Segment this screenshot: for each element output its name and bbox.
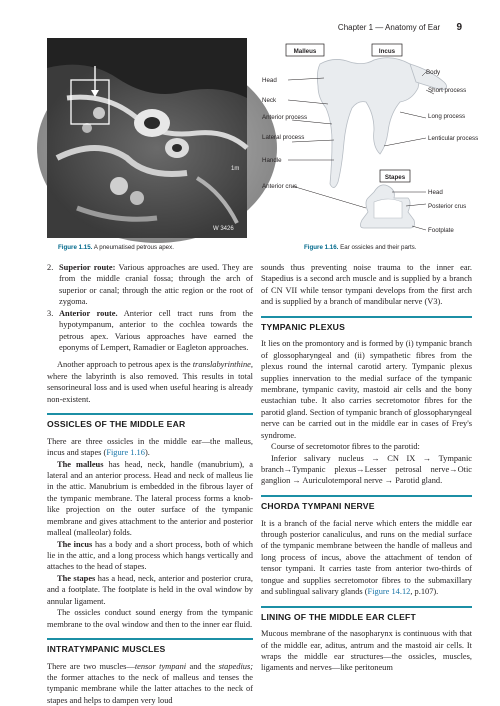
left-column xyxy=(47,262,253,706)
label-footplate: Footplate xyxy=(428,227,454,234)
paragraph: Inferior salivary nucleus → CN IX → Tympanic branch→Tympanic plexus→Lesser petrosal nerve→Otic ganglion → Auriculotemporal nerve → Parotid gland. xyxy=(261,453,472,486)
paragraph: The malleus has head, neck, handle (manubrium), a lateral and an anterior process. Head and neck of malleus lie in the attic. Manubrium is embedded in the fibrous layer of the tympanic membrane. The lateral process forms a knob-like projection on the outer surface of the tympanic membrane and gives attachment to the anterior and posterior malleal (malleolar) folds. xyxy=(47,459,253,538)
label-anterior-process: Anterior process xyxy=(262,114,308,121)
label-neck: Neck xyxy=(262,97,277,104)
figure-1-15-caption xyxy=(58,244,174,252)
figure-label: Figure 1.16. xyxy=(304,244,339,251)
section-heading: LINING OF THE MIDDLE EAR CLEFT xyxy=(261,606,472,624)
paragraph: It lies on the promontory and is formed by (i) tympanic branch of glossopharyngeal and (ii) sympathetic fibres from the plexus round the internal carotid artery. Tympanic plexus supplies innervation to the medial surface of the tympanic membrane, tympanic cavity, mastoid air cells and the bony eustachian tube. It also carries secretomotor fibres for the parotid gland. Section of tympanic branch of glossopharyngeal nerve can be carried out in the middle ear in cases of Frey's syndrome. xyxy=(261,339,472,440)
label-lateral-process: Lateral process xyxy=(262,134,305,141)
label-handle: Handle xyxy=(262,157,282,164)
paragraph: sounds thus preventing noise trauma to the inner ear. Stapedius is a second arch muscle and is supplied by a branch of CN VII while tensor tympani develops from the first arch and is supplied by a branch of mandibular nerve (V3). xyxy=(261,263,472,307)
figure-label: Figure 1.15. xyxy=(58,244,93,251)
label-head: Head xyxy=(262,77,277,84)
incus-box-label: Incus xyxy=(378,48,396,55)
page-number: 9 xyxy=(456,22,462,33)
figure-1-16-caption xyxy=(304,244,416,252)
section-heading: TYMPANIC PLEXUS xyxy=(261,316,472,334)
label-long-process: Long process xyxy=(428,113,466,120)
malleus-incus-shape xyxy=(317,58,419,188)
section-heading: CHORDA TYMPANI NERVE xyxy=(261,495,472,513)
figure-reference-link[interactable]: Figure 14.12 xyxy=(367,587,411,597)
right-column xyxy=(261,262,472,674)
paragraph: The stapes has a head, neck, anterior and posterior crura, and a footplate. The footplate is held in the oval window by annular ligament. xyxy=(47,573,253,606)
paragraph: There are three ossicles in the middle ear—the malleus, incus and stapes (Figure 1.16). xyxy=(47,436,253,458)
stapes-box-label: Stapes xyxy=(384,174,406,181)
paragraph: The incus has a body and a short process, both of which lie in the attic, and a long process which hangs vertically and attaches to the head of stapes. xyxy=(47,539,253,572)
paragraph: Mucous membrane of the nasopharynx is continuous with that of the middle ear, aditus, antrum and the mastoid air cells. It wraps the middle ear structures—the ossicles, muscles, ligaments and nerves—like peritoneum xyxy=(261,629,472,673)
paragraph: It is a branch of the facial nerve which enters the middle ear through posterior canaliculus, and runs on the medial surface of the tympanic membrane between the handle of malleus and long process of incus, above the attachment of tendon of tensor tympani. It carries taste from anterior two-thirds of tongue and supplies secretomotor fibres to the submaxillary and sublingual salivary glands (Figure 14.12, p.107). xyxy=(261,518,472,597)
ct-mark-w: W 3426 xyxy=(213,226,234,232)
caption-text: A pneumatised petrous apex. xyxy=(93,244,174,251)
ossicles-diagram xyxy=(262,42,479,234)
list-item: 2. Superior route: Various approaches are used. They are from the middle cranial fossa; through the arch of superior or canal; through the attic region or the root of zygoma. xyxy=(47,263,253,307)
list-item: 3. Anterior route. Anterior cell tract runs from the hypotympanum, anterior to the cochlea towards the petrous apex. Various approaches have earned the eponyms of Lempert, Ramadier or Eagleton approaches. xyxy=(47,308,253,352)
paragraph: The ossicles conduct sound energy from the tympanic membrane to the oval window and then to the inner ear fluid. xyxy=(47,608,253,629)
label-anterior-crus: Anterior crus xyxy=(262,183,298,190)
label-stapes-head: Head xyxy=(428,189,443,196)
label-posterior-crus: Posterior crus xyxy=(428,203,467,210)
running-header xyxy=(338,22,462,33)
ct-mark-scale: 1m xyxy=(231,166,240,172)
label-body: Body xyxy=(426,69,441,76)
caption-text: Ear ossicles and their parts. xyxy=(340,244,417,251)
figure-reference-link[interactable]: Figure 1.16 xyxy=(106,448,145,458)
paragraph: Course of secretomotor fibres to the parotid: xyxy=(271,442,420,452)
section-heading: INTRATYMPANIC MUSCLES xyxy=(47,638,253,656)
ct-scan-image xyxy=(47,38,247,238)
label-lenticular-process: Lenticular process xyxy=(428,135,479,142)
label-short-process: Short process xyxy=(428,87,467,94)
paragraph: Another approach to petrous apex is the translabyrinthine, where the labyrinth is also removed. This results in total sensorineural loss and is used when useful hearing is already non-existent. xyxy=(47,360,253,404)
approach-list xyxy=(47,262,253,353)
malleus-box-label: Malleus xyxy=(293,48,317,55)
section-heading: OSSICLES OF THE MIDDLE EAR xyxy=(47,413,253,431)
paragraph: There are two muscles—tensor tympani and the stapedius; the former attaches to the neck of malleus and tenses the tympanic membrane while the latter attaches to the neck of stapes and helps to dampen very loud xyxy=(47,661,254,705)
chapter-title: Chapter 1 — Anatomy of Ear xyxy=(337,23,441,32)
